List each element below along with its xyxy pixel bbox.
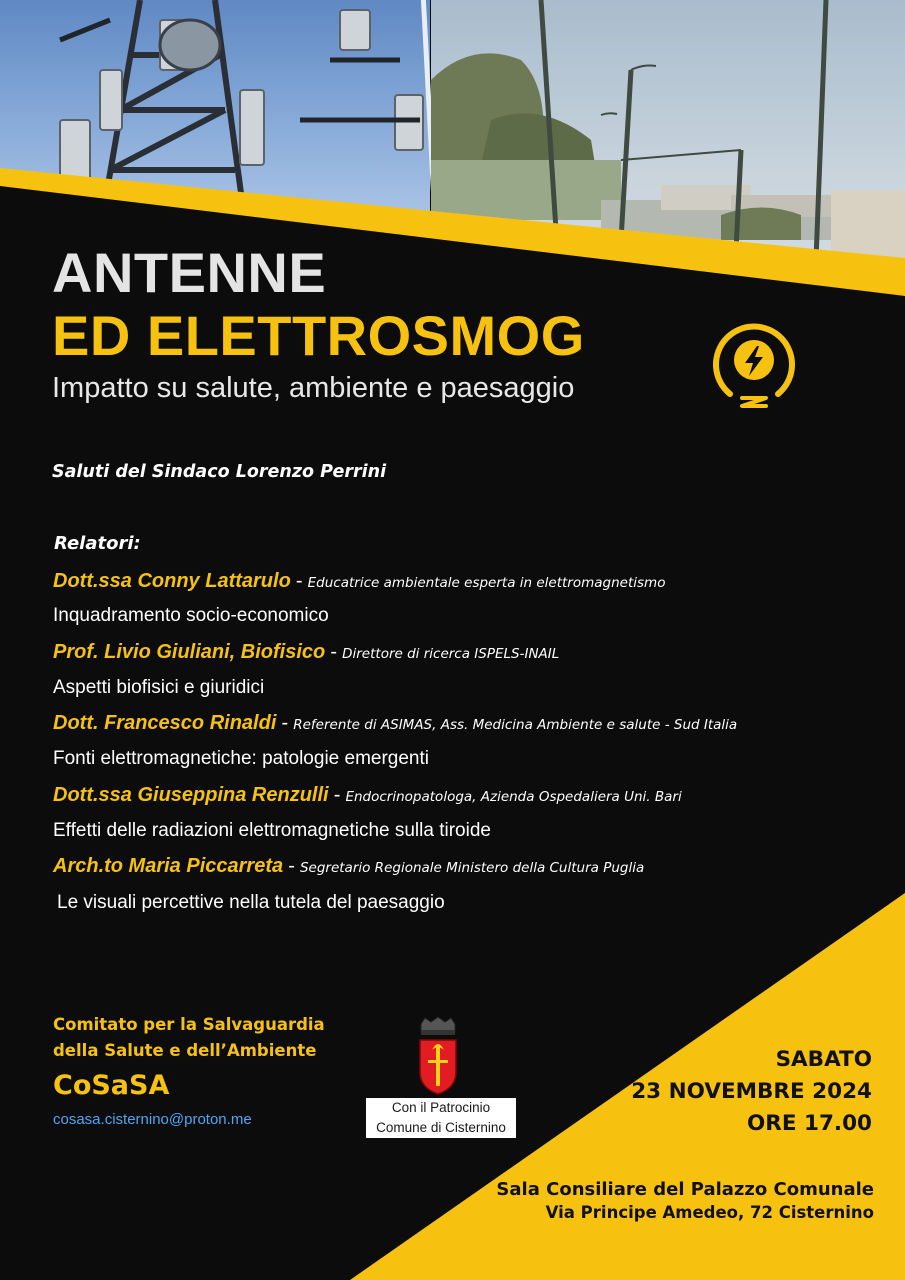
separator: - — [330, 641, 338, 663]
speaker-role: Direttore di ricerca ISPELS-INAIL — [342, 646, 560, 662]
speaker-role: Endocrinopatologa, Azienda Ospedaliera Uni. Bari — [345, 789, 682, 805]
lightning-bolt-icon — [706, 320, 802, 416]
speaker-1 — [53, 570, 665, 593]
speaker-topic: Fonti elettromagnetiche: patologie emergenti — [53, 748, 430, 769]
venue-address: Via Principe Amedeo, 72 Cisternino — [545, 1203, 874, 1222]
venue-name: Sala Consiliare del Palazzo Comunale — [496, 1179, 874, 1200]
organizer-line-1: Comitato per la Salvaguardia — [53, 1015, 325, 1034]
speaker-name: Dott. Francesco Rinaldi — [53, 712, 277, 734]
speakers-heading: Relatori: — [54, 533, 141, 554]
speaker-topic: Effetti delle radiazioni elettromagnetiche sulla tiroide — [53, 820, 491, 841]
organizer-name — [53, 1012, 383, 1064]
mayor-greeting: Saluti del Sindaco Lorenzo Perrini — [52, 462, 387, 482]
speaker-role: Segretario Regionale Ministero della Cultura Puglia — [299, 860, 645, 876]
municipal-crest — [413, 1016, 463, 1096]
speaker-name: Dott.ssa Giuseppina Renzulli — [53, 784, 329, 806]
event-time: ORE 17.00 — [746, 1111, 872, 1136]
organizer-acronym: CoSaSA — [53, 1070, 170, 1101]
event-day: SABATO — [775, 1047, 872, 1072]
speaker-2 — [53, 641, 559, 664]
title-line-1: ANTENNE — [52, 241, 327, 304]
speaker-topic: Inquadramento socio-economico — [53, 605, 329, 626]
patronage-line-2: Comune di Cisternino — [376, 1120, 506, 1135]
event-full-date: 23 NOVEMBRE 2024 — [631, 1079, 872, 1104]
subtitle: Impatto su salute, ambiente e paesaggio — [52, 372, 575, 404]
speaker-role: Educatrice ambientale esperta in elettromagnetismo — [307, 575, 666, 591]
speaker-topic: Aspetti biofisici e giuridici — [53, 677, 265, 698]
separator: - — [281, 712, 289, 734]
speaker-3 — [53, 712, 737, 735]
speaker-5 — [53, 855, 644, 878]
separator: - — [295, 570, 303, 592]
speaker-4 — [53, 784, 682, 807]
event-venue — [496, 1178, 874, 1224]
speaker-role: Referente di ASIMAS, Ass. Medicina Ambiente e salute - Sud Italia — [293, 717, 738, 733]
patronage-line-1: Con il Patrocinio — [391, 1100, 491, 1115]
speaker-topic: Le visuali percettive nella tutela del paesaggio — [57, 892, 445, 913]
speaker-name: Prof. Livio Giuliani, Biofisico — [53, 641, 326, 663]
organizer-line-2: della Salute e dell’Ambiente — [53, 1041, 317, 1060]
speaker-name: Dott.ssa Conny Lattarulo — [53, 570, 291, 592]
patronage-note — [366, 1098, 516, 1138]
event-date — [631, 1044, 872, 1140]
title-line-2: ED ELETTROSMOG — [52, 304, 585, 367]
speaker-name: Arch.to Maria Piccarreta — [53, 855, 284, 877]
organizer-email-link[interactable]: cosasa.cisternino@proton.me — [53, 1111, 252, 1128]
separator: - — [333, 784, 341, 806]
separator: - — [288, 855, 295, 877]
